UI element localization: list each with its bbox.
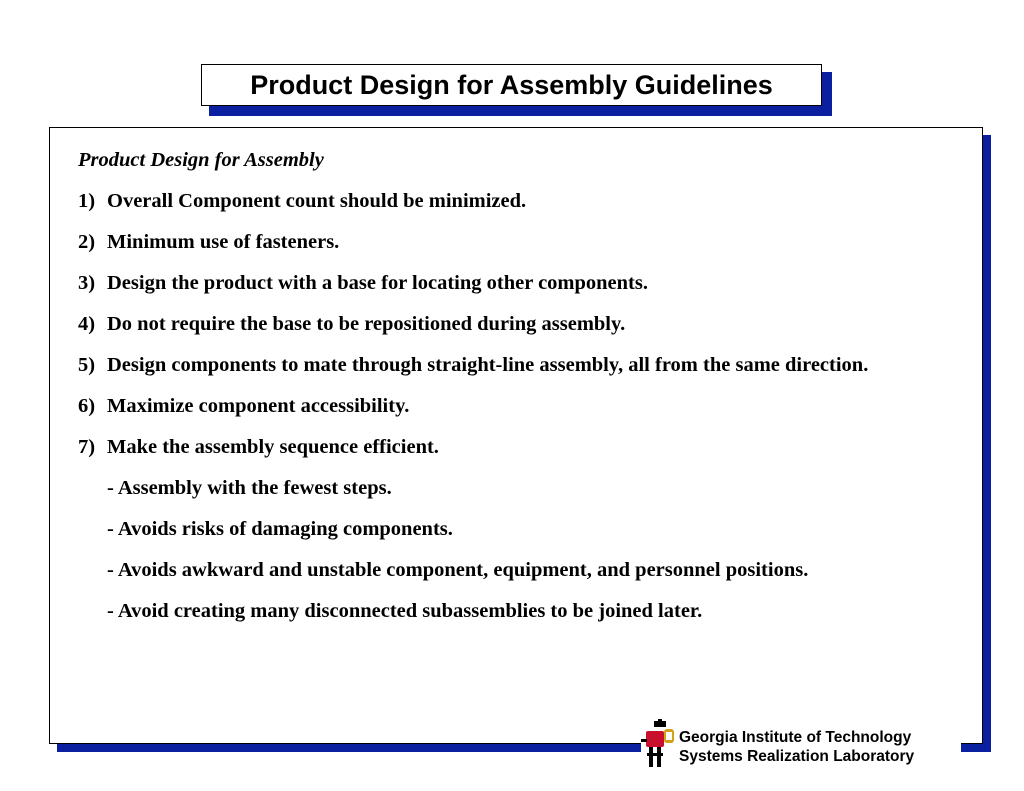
list-item — [78, 353, 958, 377]
item-text: Do not require the base to be repositioned during assembly. — [107, 313, 626, 335]
institution-line-2: Systems Realization Laboratory — [679, 748, 915, 765]
item-number: 6) — [78, 395, 96, 417]
list-item — [78, 230, 958, 254]
content-panel — [49, 127, 983, 744]
item-number: 2) — [78, 231, 96, 253]
list-item — [78, 394, 958, 418]
institution-line-1: Georgia Institute of Technology — [679, 729, 912, 746]
item-text: Overall Component count should be minimized. — [107, 190, 527, 212]
sub-item: - Avoids risks of damaging components. — [107, 518, 453, 540]
item-text: Minimum use of fasteners. — [107, 231, 340, 253]
guidelines-list — [78, 148, 958, 640]
item-text: Make the assembly sequence efficient. — [107, 436, 439, 458]
georgia-tech-logo-icon — [641, 719, 679, 769]
list-item — [78, 435, 958, 459]
page-title: Product Design for Assembly Guidelines — [250, 69, 773, 100]
item-number: 1) — [78, 190, 96, 212]
institution-name — [679, 719, 914, 766]
item-text: Design the product with a base for locating other components. — [107, 272, 648, 294]
item-number: 4) — [78, 313, 96, 335]
item-text: Design components to mate through straight-line assembly, all from the same direction. — [107, 354, 869, 376]
sub-item: - Assembly with the fewest steps. — [107, 477, 392, 499]
item-number: 3) — [78, 272, 96, 294]
item-number: 5) — [78, 354, 96, 376]
list-item — [78, 189, 958, 213]
item-number: 7) — [78, 436, 96, 458]
sub-item: - Avoids awkward and unstable component, equipment, and personnel positions. — [107, 559, 809, 581]
list-item — [78, 271, 958, 295]
item-text: Maximize component accessibility. — [107, 395, 410, 417]
sub-item: - Avoid creating many disconnected subassemblies to be joined later. — [107, 600, 703, 622]
title-box — [201, 64, 822, 106]
section-subtitle: Product Design for Assembly — [78, 149, 324, 171]
institution-logo — [641, 719, 961, 769]
list-item — [78, 312, 958, 336]
